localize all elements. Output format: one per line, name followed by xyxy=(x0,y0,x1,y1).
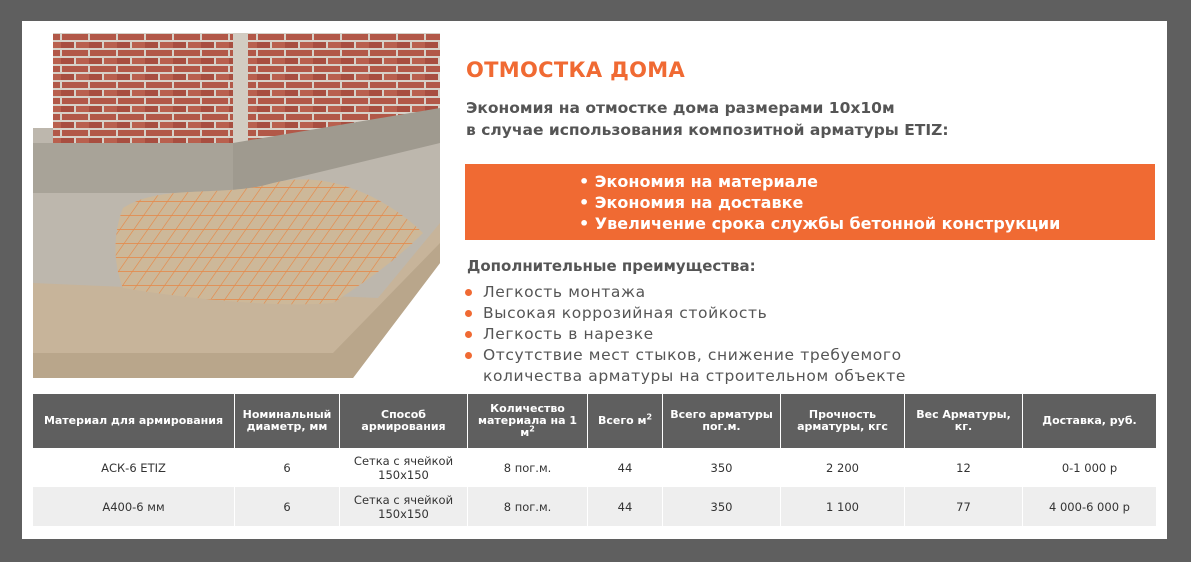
benefit-item: • Экономия на доставке xyxy=(579,192,1155,213)
cell-strength: 2 200 xyxy=(781,448,905,487)
cell-strength: 1 100 xyxy=(781,487,905,526)
column-header-quantity-text: Количество материала на 1 м xyxy=(477,402,578,439)
subtitle xyxy=(466,97,949,141)
bullet-dot-icon xyxy=(465,289,472,296)
column-header-total-text: Всего м xyxy=(597,414,647,427)
column-header-method: Способ армирования xyxy=(340,394,468,448)
advantage-item xyxy=(465,345,906,387)
info-card xyxy=(22,21,1167,539)
cell-method: Сетка с ячейкой 150х150 xyxy=(340,487,468,526)
column-header-delivery: Доставка, руб. xyxy=(1023,394,1156,448)
column-header-rebar-total: Всего арматуры пог.м. xyxy=(663,394,781,448)
subtitle-line: Экономия на отмостке дома размерами 10х10м xyxy=(466,99,895,117)
table-header-row xyxy=(33,394,1156,448)
benefits-list xyxy=(465,164,1155,234)
superscript: 2 xyxy=(646,412,653,422)
column-header-total xyxy=(588,394,663,448)
cell-material: АСК-6 ETIZ xyxy=(33,448,235,487)
cell-total: 44 xyxy=(588,448,663,487)
cell-weight: 77 xyxy=(905,487,1023,526)
advantage-item xyxy=(465,282,906,303)
column-header-diameter: Номинальный диаметр, мм xyxy=(235,394,340,448)
benefit-item: • Увеличение срока службы бетонной конструкции xyxy=(579,213,1155,234)
bullet-dot-icon xyxy=(465,310,472,317)
bullet-dot-icon xyxy=(465,352,472,359)
column-header-strength: Прочность арматуры, кгс xyxy=(781,394,905,448)
cell-delivery: 4 000-6 000 р xyxy=(1023,487,1156,526)
table-row xyxy=(33,487,1156,526)
cell-weight: 12 xyxy=(905,448,1023,487)
advantage-item xyxy=(465,324,906,345)
subtitle-line: в случае использования композитной арматуры ETIZ: xyxy=(466,121,949,139)
advantages-title: Дополнительные преимущества: xyxy=(467,257,756,275)
cell-total: 44 xyxy=(588,487,663,526)
column-header-weight: Вес Арматуры, кг. xyxy=(905,394,1023,448)
benefit-item: • Экономия на материале xyxy=(579,171,1155,192)
advantage-text-continued: количества арматуры на строительном объекте xyxy=(483,367,906,385)
cell-rebar-total: 350 xyxy=(663,448,781,487)
cell-method: Сетка с ячейкой 150х150 xyxy=(340,448,468,487)
superscript: 2 xyxy=(529,424,535,434)
advantage-text: Высокая коррозийная стойкость xyxy=(483,304,768,322)
cell-material: А400-6 мм xyxy=(33,487,235,526)
advantage-item xyxy=(465,303,906,324)
table-row xyxy=(33,448,1156,487)
cell-diameter: 6 xyxy=(235,448,340,487)
cell-quantity: 8 пог.м. xyxy=(468,487,588,526)
benefits-banner xyxy=(465,164,1155,240)
advantage-text: Легкость в нарезке xyxy=(483,325,654,343)
column-header-material: Материал для армирования xyxy=(33,394,235,448)
cell-diameter: 6 xyxy=(235,487,340,526)
cell-rebar-total: 350 xyxy=(663,487,781,526)
advantages-list xyxy=(465,282,906,387)
cell-quantity: 8 пог.м. xyxy=(468,448,588,487)
cell-delivery: 0-1 000 р xyxy=(1023,448,1156,487)
bullet-dot-icon xyxy=(465,331,472,338)
advantage-text: Отсутствие мест стыков, снижение требуемого xyxy=(483,346,902,364)
column-header-quantity xyxy=(468,394,588,448)
advantage-text: Легкость монтажа xyxy=(483,283,646,301)
comparison-table xyxy=(33,394,1156,526)
page-title: ОТМОСТКА ДОМА xyxy=(466,58,685,82)
foundation-illustration xyxy=(33,33,440,378)
